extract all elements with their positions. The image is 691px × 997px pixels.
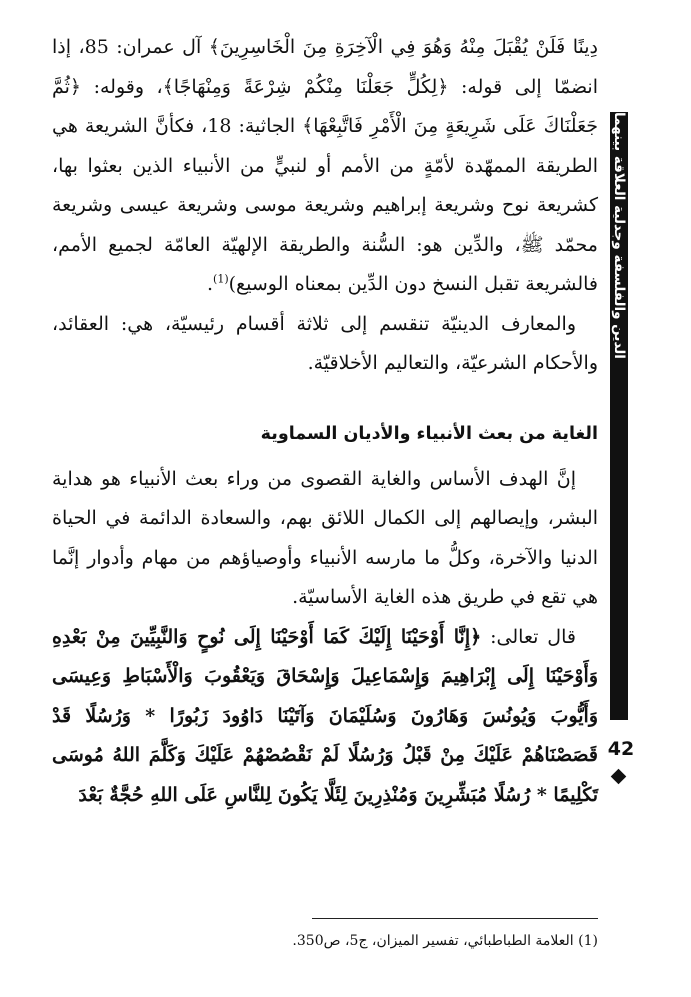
page-number: 42 <box>607 738 635 760</box>
paragraph-definition-text: دِينًا فَلَنْ يُقْبَلَ مِنْهُ وَهُوَ فِي الْآخِرَةِ مِنَ الْخَاسِرِينَ﴾ آل عمران: 85، إذا انضمّا إلى قوله: ﴿لِكُلٍّ جَعَلْنَا مِنْكُمْ شِرْعَةً وَمِنْهَاجًا﴾، وقوله: ﴿ثُمَّ جَعَلْنَاكَ عَلَى شَرِيعَةٍ مِنَ الْأَمْرِ فَاتَّبِعْهَا﴾ الجاثية: 18، فكأنَّ الشريعة هي الطريقة الممهّدة لأمّةٍ من الأمم أو لنبيٍّ من الأنبياء الذين بعثوا بها، كشريعة نوح وشريعة إبراهيم وشريعة موسى وشريعة عيسى وشريعة محمّد ﷺ، والدِّين هو: السُّنة والطريقة الإلهيّة العامّة لجميع الأمم، فالشريعة تقبل النسخ دون الدِّين بمعناه الوسيع) <box>52 36 598 295</box>
paragraph-end: . <box>206 273 214 295</box>
footnote-divider <box>312 918 598 919</box>
quote-intro: قال تعالى: <box>490 625 576 648</box>
paragraph-definition <box>52 28 598 305</box>
running-title: الدين والفلسفة وجدلية العلاقة بينهما <box>611 112 627 359</box>
section-heading: الغاية من بعث الأنبياء والأديان السماوية <box>260 423 598 444</box>
diamond-ornament-icon <box>611 769 627 785</box>
footnote: (1) العلامة الطباطبائي، تفسير الميزان، ج5، ص350. <box>292 933 598 949</box>
footnote-reference: (1) <box>213 272 229 286</box>
paragraph-quran-quote <box>52 618 598 816</box>
quran-verse: ﴿إِنَّا أَوْحَيْنَا إِلَيْكَ كَمَا أَوْحَيْنَا إِلَى نُوحٍ وَالنَّبِيِّينَ مِنْ بَعْدِهِ وَأَوْحَيْنَا إِلَى إِبْرَاهِيمَ وَإِسْمَاعِيلَ وَإِسْحَاقَ وَيَعْقُوبَ وَالْأَسْبَاطِ وَعِيسَى وَأَيُّوبَ وَيُونُسَ وَهَارُونَ وَسُلَيْمَانَ وَآتَيْنَا دَاوُودَ زَبُورًا * وَرُسُلًا قَدْ قَصَصْنَاهُمْ عَلَيْكَ مِنْ قَبْلُ وَرُسُلًا لَمْ نَقْصُصْهُمْ عَلَيْكَ وَكَلَّمَ اللهُ مُوسَى تَكْلِيمًا * رُسُلًا مُبَشِّرِينَ وَمُنْذِرِينَ لِئَلَّا يَكُونَ لِلنَّاسِ عَلَى اللهِ حُجَّةٌ بَعْدَ <box>52 625 599 806</box>
paragraph-purpose: إنَّ الهدف الأساس والغاية القصوى من وراء بعث الأنبياء هو هداية البشر، وإيصالهم إلى الكمال اللائق بهم، والسعادة الدائمة في الحياة الدنيا والآخرة، وكلُّ ما مارسه الأنبياء وأوصياؤهم من مهام وأدوار إنَّما هي تقع في طريق هذه الغاية الأساسيّة. <box>52 467 598 608</box>
paragraph-religious-knowledge: والمعارف الدينيّة تنقسم إلى ثلاثة أقسام رئيسيّة، هي: العقائد، والأحكام الشرعيّة، والتعاليم الأخلاقيّة. <box>52 312 598 374</box>
main-text-block <box>52 28 598 815</box>
